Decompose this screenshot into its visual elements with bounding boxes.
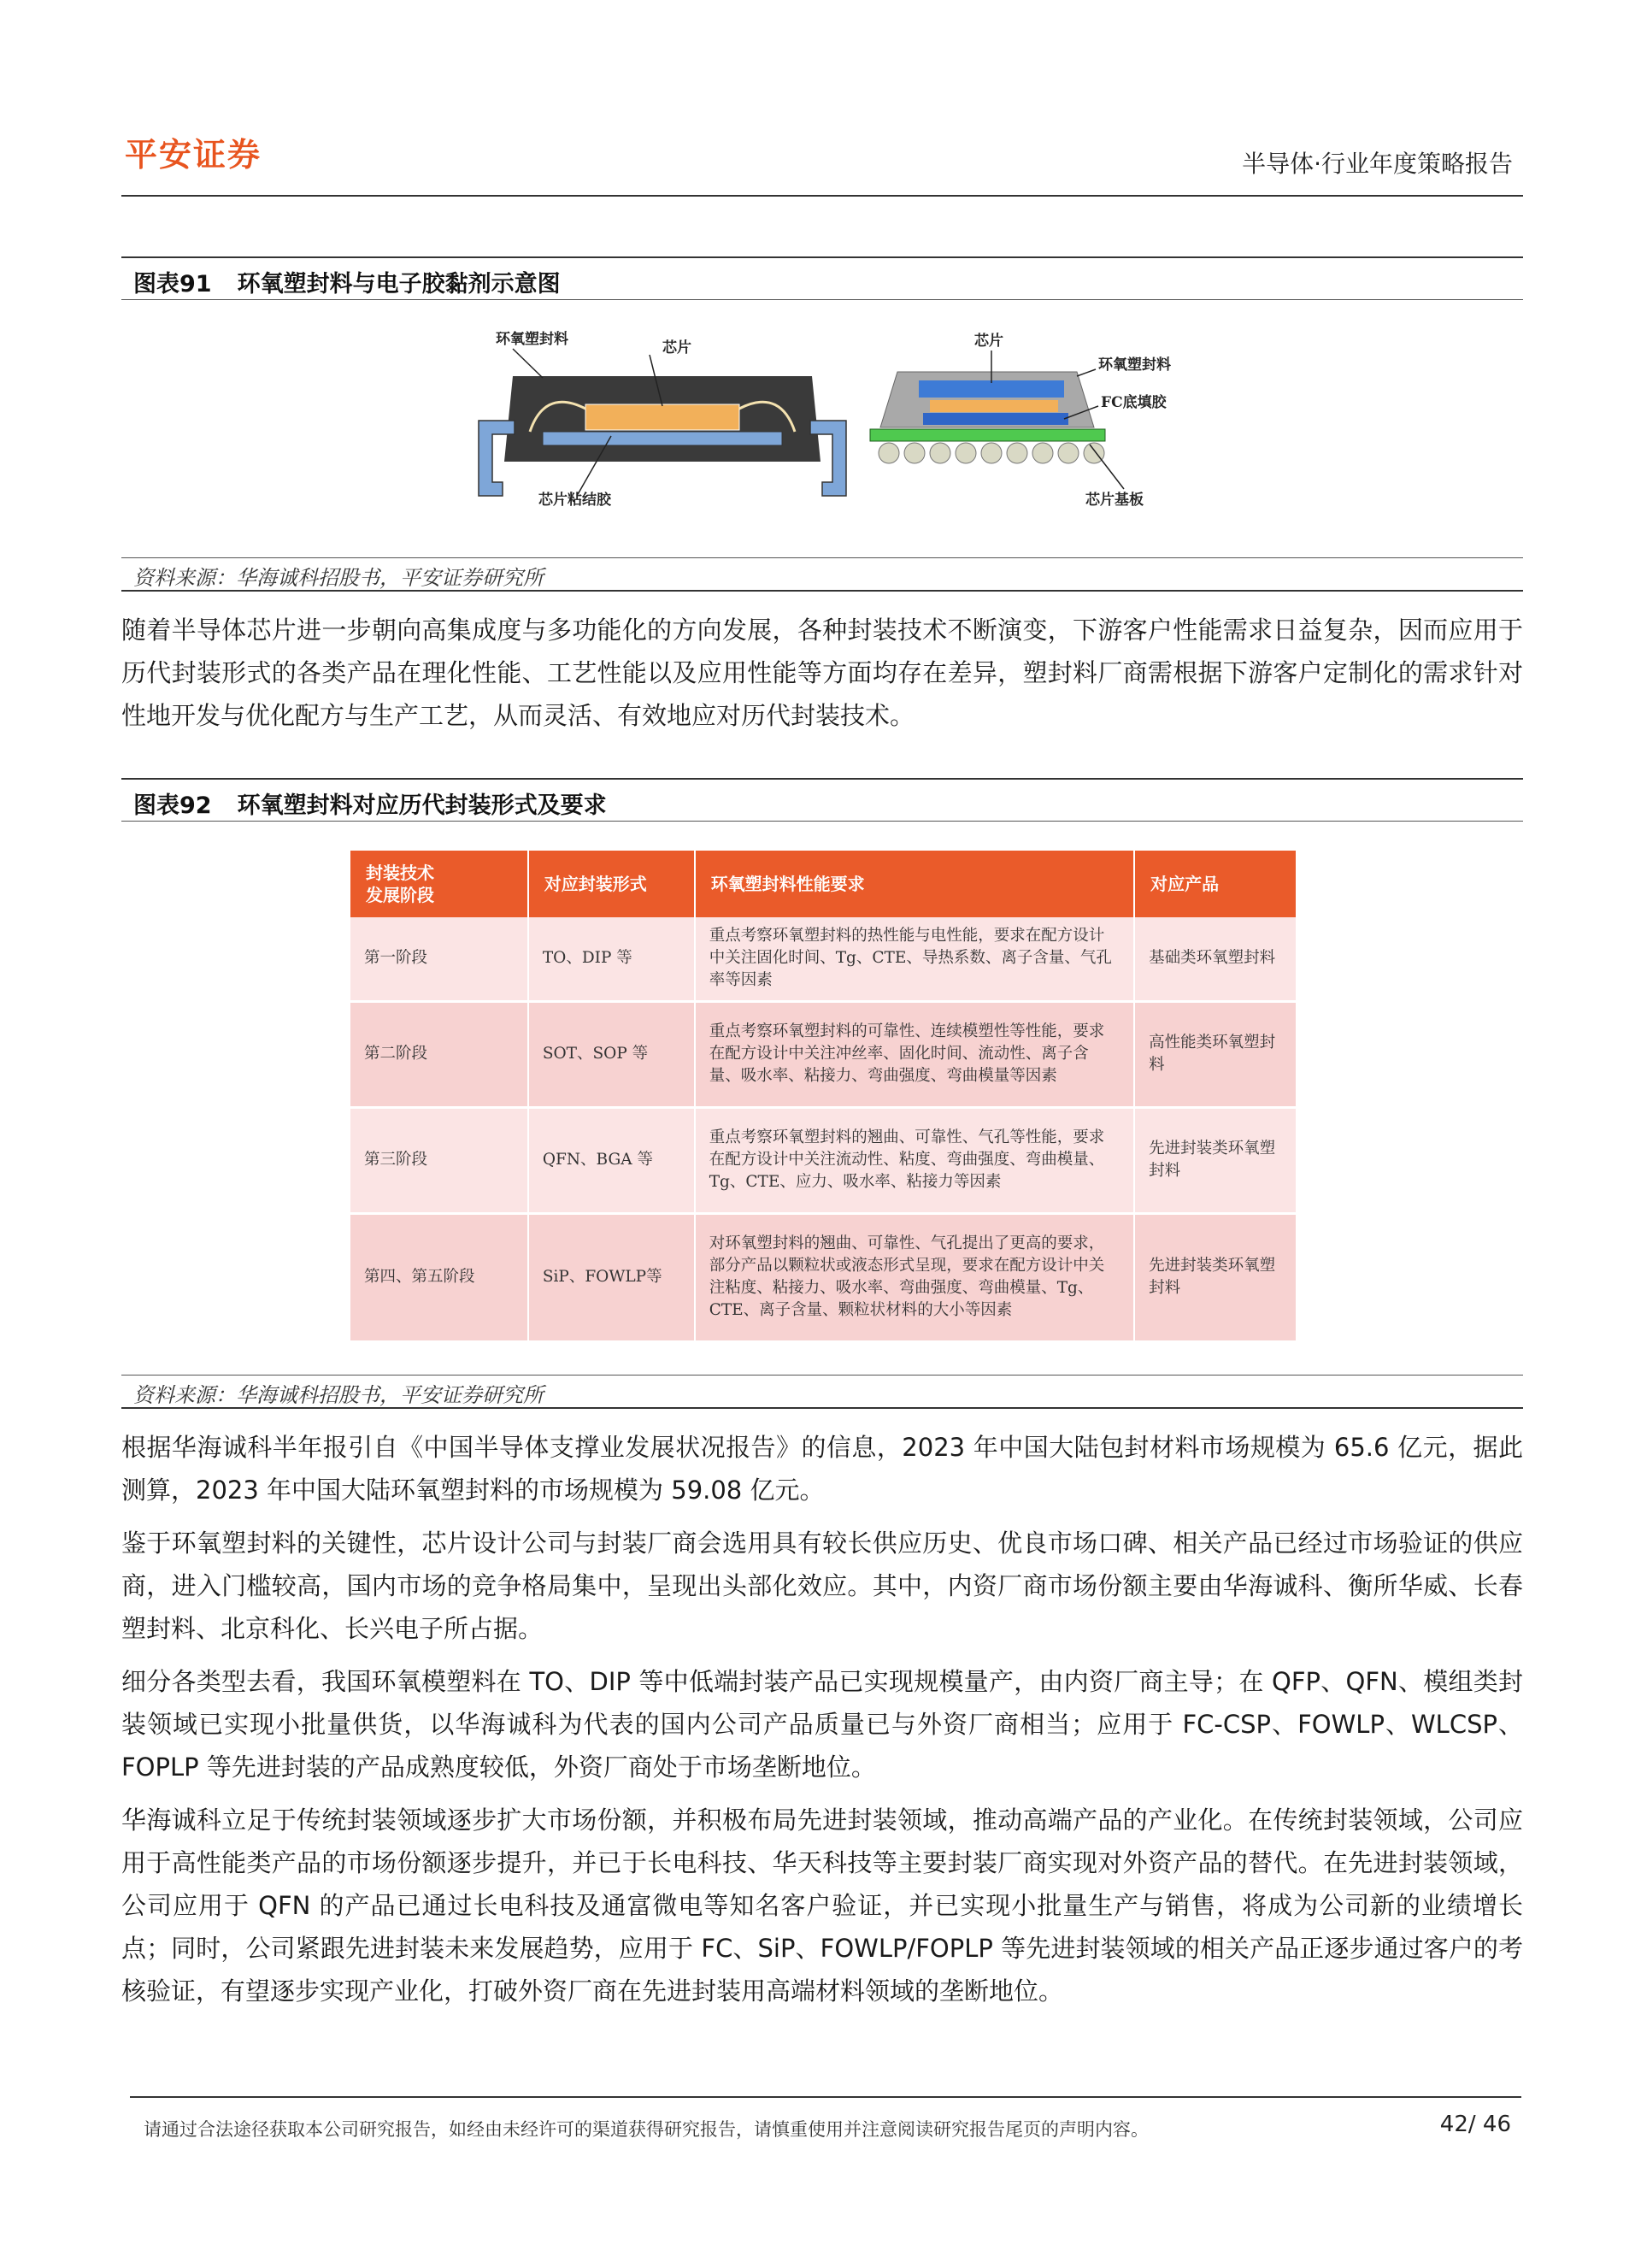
report-title: 半导体·行业年度策略报告 [1242,150,1513,178]
solder-balls [879,443,1104,463]
left-chip [585,404,739,430]
paragraph-4: 细分各类型去看，我国环氧模塑料在 TO、DIP 等中低端封装产品已实现规模量产，由内资厂商主导；在 QFP、QFN、模组类封装领域已实现小批量供货，以华海诚科为代表的国内公司产品质量已与外资厂商相当；应用于 FC-CSP、FOWLP、WLCSP、FOPLP 等先进封装的产品成熟度较低，外资厂商处于市场垄断地位。 [121,1667,1523,1782]
figure-92-caption-rule [121,821,1523,822]
company-logo: 平安证券 [125,136,262,174]
cell-form: SiP、FOWLP等 [528,1213,695,1341]
figure-91-caption: 环氧塑封料与电子胶黏剂示意图 [237,271,561,297]
cell-form: TO、DIP 等 [528,917,695,1001]
paragraph-2: 根据华海诚科半年报引自《中国半导体支撑业发展状况报告》的信息，2023 年中国大陆包封材料市场规模为 65.6 亿元，据此测算，2023 年中国大陆环氧塑封料的市场规模为 59.08 亿元。 [121,1433,1523,1505]
table-row [350,1213,1297,1341]
cell-product: 先进封装类环氧塑封料 [1134,1107,1297,1213]
right-chip [930,400,1058,412]
flip-chip-package [870,332,1171,509]
figure-91-bottom-rule [121,590,1523,592]
cell-requirements: 对环氧塑封料的翘曲、可靠性、气孔提出了更高的要求，部分产品以颗粒状或液态形式呈现，要求在配方设计中关注粘度、粘接力、吸水率、弯曲强度、弯曲模量、Tg、CTE、离子含量、颗粒状材料的大小等因素 [695,1213,1134,1341]
cell-stage: 第二阶段 [350,1001,528,1107]
paragraph-1 [121,609,1523,737]
header-divider [121,195,1523,197]
col-header-stage: 封装技术 发展阶段 [350,851,528,917]
label-left-adhesive: 芯片粘结胶 [538,492,611,509]
table-header-row [350,851,1297,917]
right-underfill [923,413,1068,425]
figure-92-bottom-rule [121,1407,1523,1409]
table-row [350,917,1297,1001]
figure-92-title [133,786,607,820]
paragraph-1-text: 随着半导体芯片进一步朝向高集成度与多功能化的方向发展，各种封装技术不断演变，下游客户性能需求日益复杂，因而应用于历代封装形式的各类产品在理化性能、工艺性能以及应用性能等方面均存在差异，塑封料厂商需根据下游客户定制化的需求针对性地开发与优化配方与生产工艺，从而灵活、有效地应对历代封装技术。 [121,616,1523,730]
figure-91-title [133,265,561,298]
table-row [350,1001,1297,1107]
table-row [350,1107,1297,1213]
cell-requirements: 重点考察环氧塑封料的可靠性、连续模塑性等性能，要求在配方设计中关注冲丝率、固化时间、流动性、离子含量、吸水率、粘接力、弯曲强度、弯曲模量等因素 [695,1001,1134,1107]
cell-requirements: 重点考察环氧塑封料的翘曲、可靠性、气孔等性能，要求在配方设计中关注流动性、粘度、弯曲强度、弯曲模量、Tg、CTE、应力、吸水率、粘接力等因素 [695,1107,1134,1213]
cell-product: 先进封装类环氧塑封料 [1134,1213,1297,1341]
cell-form: QFN、BGA 等 [528,1107,695,1213]
figure-92-caption: 环氧塑封料对应历代封装形式及要求 [237,792,607,819]
figure-91-source: 资料来源：华海诚科招股书，平安证券研究所 [133,566,544,590]
packaging-diagram [462,325,1197,513]
cell-requirements: 重点考察环氧塑封料的热性能与电性能，要求在配方设计中关注固化时间、Tg、CTE、导热系数、离子含量、气孔率等因素 [695,917,1134,1001]
page-number: 42/ 46 [1439,2112,1511,2137]
figure-91-source-rule [121,557,1523,558]
label-right-mold: 环氧塑封料 [1098,356,1171,374]
label-left-mold: 环氧塑封料 [496,331,568,348]
paragraph-5: 华海诚科立足于传统封装领域逐步扩大市场份额，并积极布局先进封装领域，推动高端产品的产业化。在传统封装领域，公司应用于高性能类产品的市场份额逐步提升，并已于长电科技、华天科技等主要封装厂商实现对外资产品的替代。在先进封装领域，公司应用于 QFN 的产品已通过长电科技及通富微电等知名客户验证，并已实现小批量生产与销售，将成为公司新的业绩增长点；同时，公司紧跟先进封装未来发展趋势，应用于 FC、SiP、FOWLP/FOPLP 等先进封装领域的相关产品正逐步通过客户的考核验证，有望逐步实现产业化，打破外资厂商在先进封装用高端材料领域的垄断地位。 [121,1806,1523,2006]
footer-divider [130,2096,1521,2098]
figure-91-caption-rule [121,299,1523,300]
footer-disclaimer: 请通过合法途径获取本公司研究报告，如经由未经许可的渠道获得研究报告，请慎重使用并注意阅读研究报告尾页的声明内容。 [144,2119,1149,2140]
cell-stage: 第一阶段 [350,917,528,1001]
figure-91-top-rule [121,256,1523,258]
cell-stage: 第三阶段 [350,1107,528,1213]
label-right-substrate: 芯片基板 [1085,492,1144,509]
figure-91-number: 图表91 [133,271,212,297]
figure-92-source: 资料来源：华海诚科招股书，平安证券研究所 [133,1383,544,1407]
figure-92-source-rule [121,1375,1523,1376]
label-left-chip: 芯片 [662,339,691,356]
left-die-pad [543,432,782,445]
cell-form: SOT、SOP 等 [528,1001,695,1107]
paragraph-3: 鉴于环氧塑封料的关键性，芯片设计公司与封装厂商会选用具有较长供应历史、优良市场口碑、相关产品已经过市场验证的供应商，进入门槛较高，国内市场的竞争格局集中，呈现出头部化效应。其中，内资厂商市场份额主要由华海诚科、衡所华威、长春塑封料、北京科化、长兴电子所占据。 [121,1529,1523,1643]
label-right-chip: 芯片 [974,333,1003,350]
cell-product: 基础类环氧塑封料 [1134,917,1297,1001]
col-header-form: 对应封装形式 [528,851,695,917]
figure-92-top-rule [121,778,1523,780]
col-header-product: 对应产品 [1134,851,1297,917]
body-text [121,1426,1523,2012]
label-right-underfill: FC底填胶 [1101,394,1167,411]
col-header-requirements: 环氧塑封料性能要求 [695,851,1134,917]
packaging-requirements-table [350,851,1297,1343]
wire-bond-package [479,330,846,509]
cell-stage: 第四、第五阶段 [350,1213,528,1341]
right-substrate [870,429,1105,441]
cell-product: 高性能类环氧塑封料 [1134,1001,1297,1107]
figure-92-number: 图表92 [133,792,212,819]
